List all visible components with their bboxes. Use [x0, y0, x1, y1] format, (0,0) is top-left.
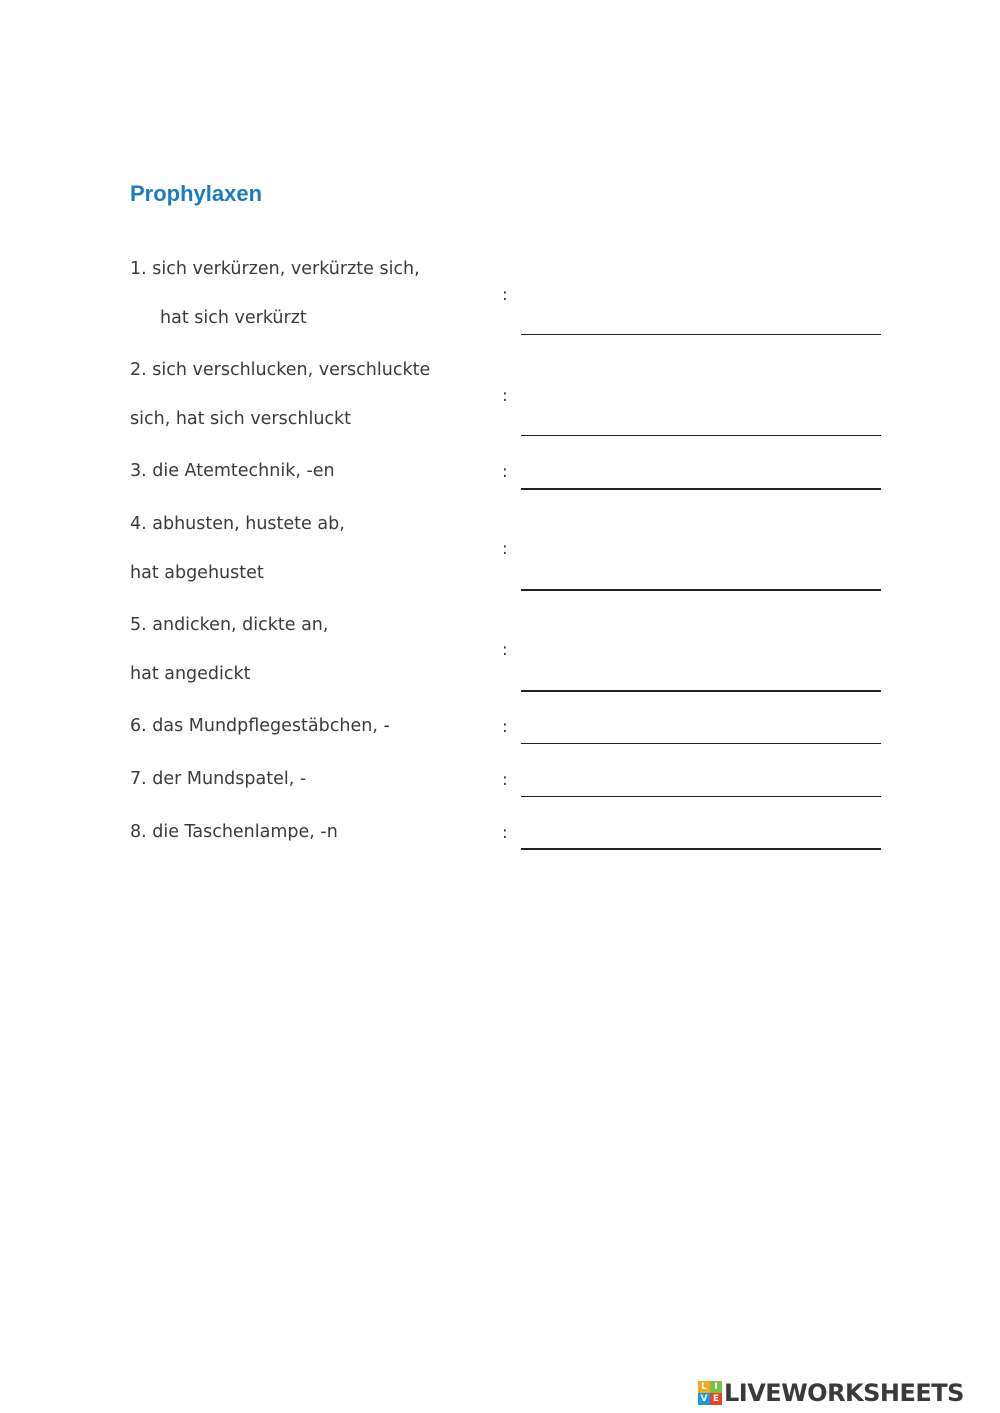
- logo-tile-i: I: [710, 1381, 722, 1393]
- item-3-colon: :: [502, 462, 508, 482]
- item-4-answer-line[interactable]: [521, 589, 881, 591]
- item-8-text-line-1: 8. die Taschenlampe, -n: [130, 822, 338, 842]
- item-8-answer-line[interactable]: [521, 848, 881, 850]
- item-3-answer-line[interactable]: [521, 488, 881, 490]
- logo-tile-e: E: [710, 1393, 722, 1405]
- item-5-answer-line[interactable]: [521, 690, 881, 692]
- item-7-text-line-1: 7. der Mundspatel, -: [130, 769, 307, 789]
- liveworksheets-wordmark: LIVEWORKSHEETS: [724, 1379, 964, 1407]
- item-6-colon: :: [502, 717, 508, 737]
- item-1-text-line-1: 1. sich verkürzen, verkürzte sich,: [130, 259, 420, 279]
- item-5-colon: :: [502, 640, 508, 660]
- item-5-text-line-2: hat angedickt: [130, 664, 251, 684]
- item-6-text-line-1: 6. das Mundpflegestäbchen, -: [130, 716, 390, 736]
- item-1-colon: :: [502, 285, 508, 305]
- item-8-colon: :: [502, 823, 508, 843]
- logo-tile-v: V: [698, 1393, 710, 1405]
- worksheet-title: Prophylaxen: [130, 181, 263, 206]
- item-6-answer-line[interactable]: [521, 743, 881, 744]
- item-4-colon: :: [502, 539, 508, 559]
- item-3-text-line-1: 3. die Atemtechnik, -en: [130, 461, 335, 481]
- item-1-text-line-2: hat sich verkürzt: [160, 308, 307, 328]
- logo-tile-l: L: [698, 1381, 710, 1393]
- item-4-text-line-2: hat abgehustet: [130, 563, 264, 583]
- item-5-text-line-1: 5. andicken, dickte an,: [130, 615, 329, 635]
- item-7-answer-line[interactable]: [521, 796, 881, 797]
- item-2-text-line-2: sich, hat sich verschluckt: [130, 409, 352, 429]
- item-4-text-line-1: 4. abhusten, hustete ab,: [130, 514, 345, 534]
- item-2-colon: :: [502, 386, 508, 406]
- item-7-colon: :: [502, 770, 508, 790]
- liveworksheets-branding[interactable]: [698, 1379, 964, 1407]
- item-2-answer-line[interactable]: [521, 435, 881, 436]
- liveworksheets-logo-icon: [698, 1381, 722, 1405]
- item-2-text-line-1: 2. sich verschlucken, verschluckte: [130, 360, 431, 380]
- item-1-answer-line[interactable]: [521, 334, 881, 335]
